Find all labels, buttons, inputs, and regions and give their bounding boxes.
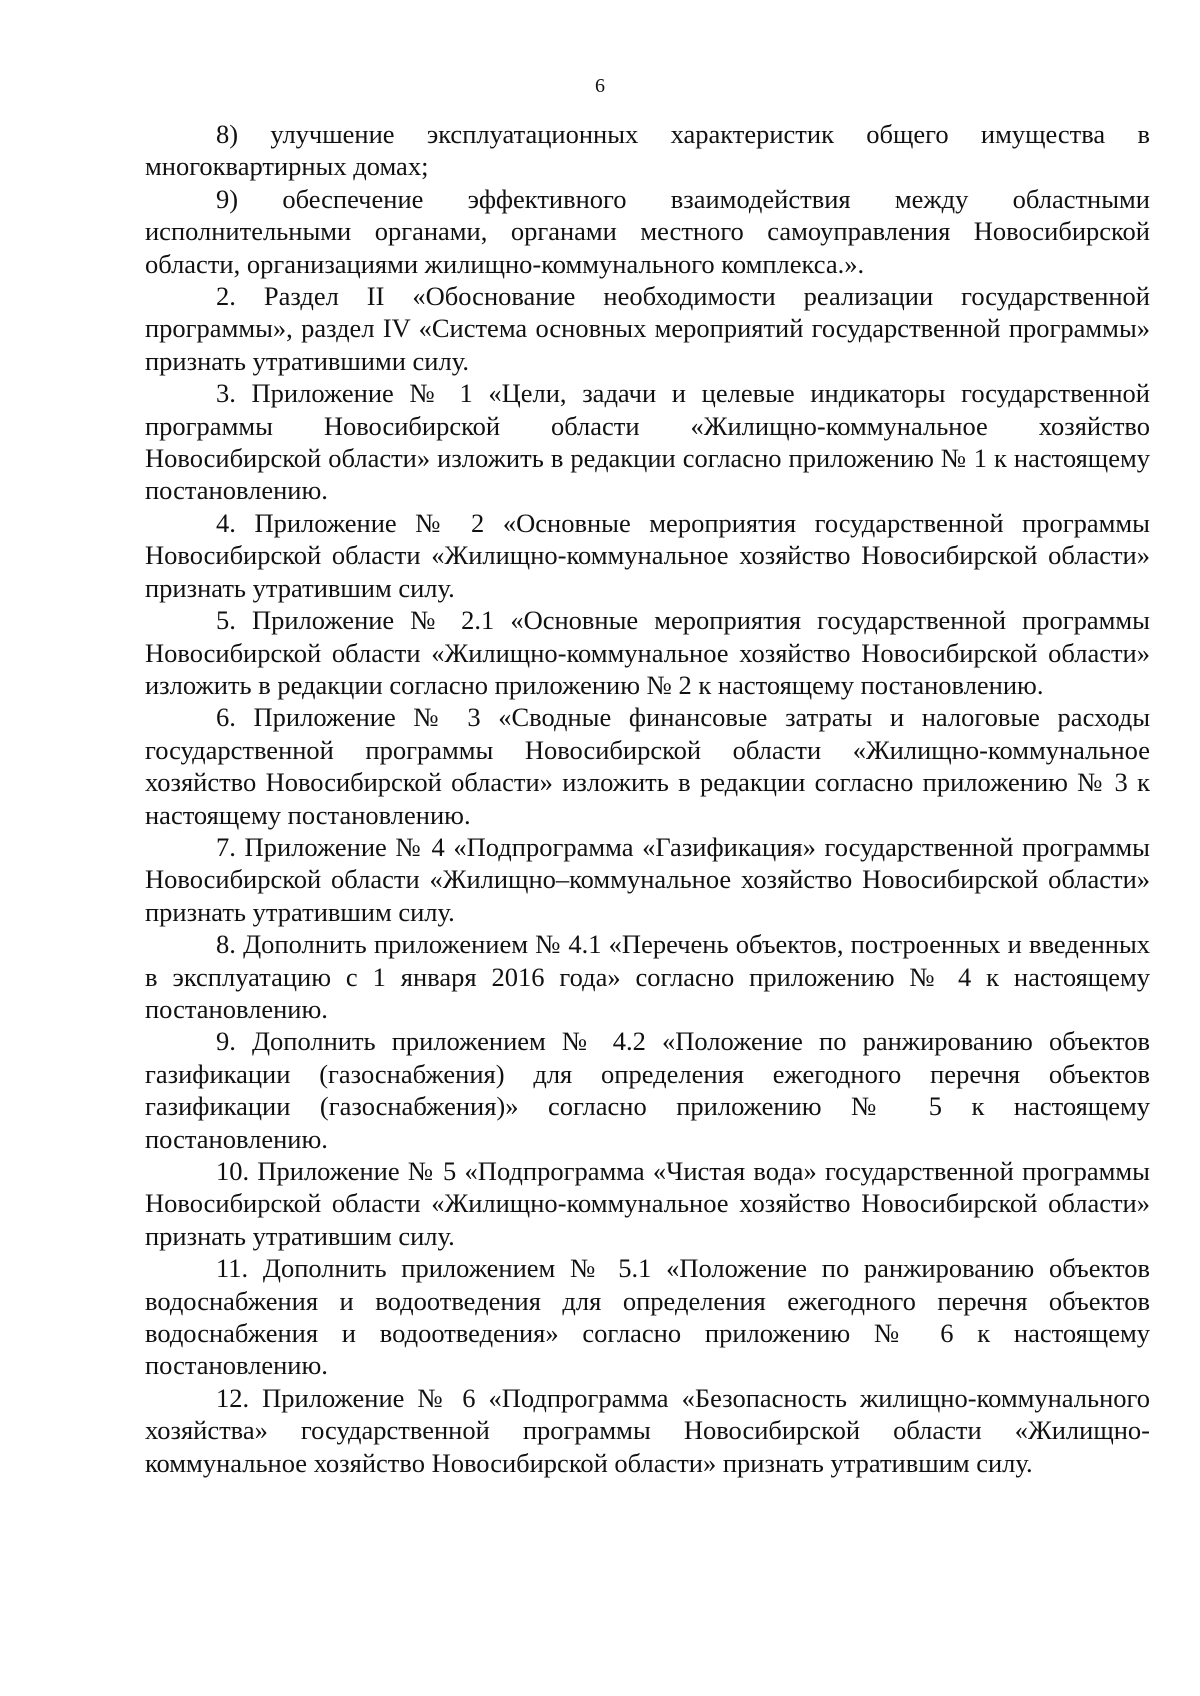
paragraph-item-9: 9) обеспечение эффективного взаимодействия между областными исполнительными органами, органами местного самоуправления Новосибирской области, организациями жилищно-коммунального комплекса.». bbox=[145, 183, 1150, 279]
paragraph-section-12: 12. Приложение № 6 «Подпрограмма «Безопасность жилищно-коммунального хозяйства» государственной программы Новосибирской области «Жилищно-коммунальное хозяйство Новосибирской области» признать утратившим силу. bbox=[145, 1382, 1150, 1478]
paragraph-section-6: 6. Приложение № 3 «Сводные финансовые затраты и налоговые расходы государственной программы Новосибирской области «Жилищно-коммунальное хозяйство Новосибирской области» изложить в редакции согласно приложению № 3 к настоящему постановлению. bbox=[145, 702, 1150, 830]
page-number: 6 bbox=[595, 75, 605, 97]
paragraph-section-3: 3. Приложение № 1 «Цели, задачи и целевые индикаторы государственной программы Новосибирской области «Жилищно-коммунальное хозяйство Новосибирской области» изложить в редакции согласно приложению № 1 к настоящему постановлению. bbox=[145, 378, 1150, 506]
paragraph-section-5: 5. Приложение № 2.1 «Основные мероприятия государственной программы Новосибирской области «Жилищно-коммунальное хозяйство Новосибирской области» изложить в редакции согласно приложению № 2 к настоящему постановлению. bbox=[145, 605, 1150, 700]
paragraph-section-8: 8. Дополнить приложением № 4.1 «Перечень объектов, построенных и введенных в эксплуатацию с 1 января 2016 года» согласно приложению № 4 к настоящему постановлению. bbox=[145, 929, 1150, 1024]
paragraph-section-4: 4. Приложение № 2 «Основные мероприятия государственной программы Новосибирской области «Жилищно-коммунальное хозяйство Новосибирской области» признать утратившим силу. bbox=[145, 507, 1150, 603]
paragraph-section-2: 2. Раздел II «Обоснование необходимости реализации государственной программы», раздел IV «Система основных мероприятий государственной программы» признать утратившими силу. bbox=[145, 281, 1150, 376]
paragraph-section-11: 11. Дополнить приложением № 5.1 «Положение по ранжированию объектов водоснабжения и водоотведения для определения ежегодного перечня объектов водоснабжения и водоотведения» согласно приложению № 6 к настоящему постановлению. bbox=[145, 1253, 1150, 1381]
paragraph-section-10: 10. Приложение № 5 «Подпрограмма «Чистая вода» государственной программы Новосибирской области «Жилищно-коммунальное хозяйство Новосибирской области» признать утратившим силу. bbox=[145, 1156, 1150, 1251]
paragraph-section-7: 7. Приложение № 4 «Подпрограмма «Газификация» государственной программы Новосибирской области «Жилищно–коммунальное хозяйство Новосибирской области» признать утратившим силу. bbox=[145, 831, 1150, 927]
paragraph-section-9: 9. Дополнить приложением № 4.2 «Положение по ранжированию объектов газификации (газоснабжения) для определения ежегодного перечня объектов газификации (газоснабжения)» согласно приложению № 5 к настоящему постановлению. bbox=[145, 1026, 1150, 1154]
paragraph-item-8: 8) улучшение эксплуатационных характеристик общего имущества в многоквартирных домах; bbox=[145, 119, 1150, 182]
document-body bbox=[145, 118, 1150, 1479]
